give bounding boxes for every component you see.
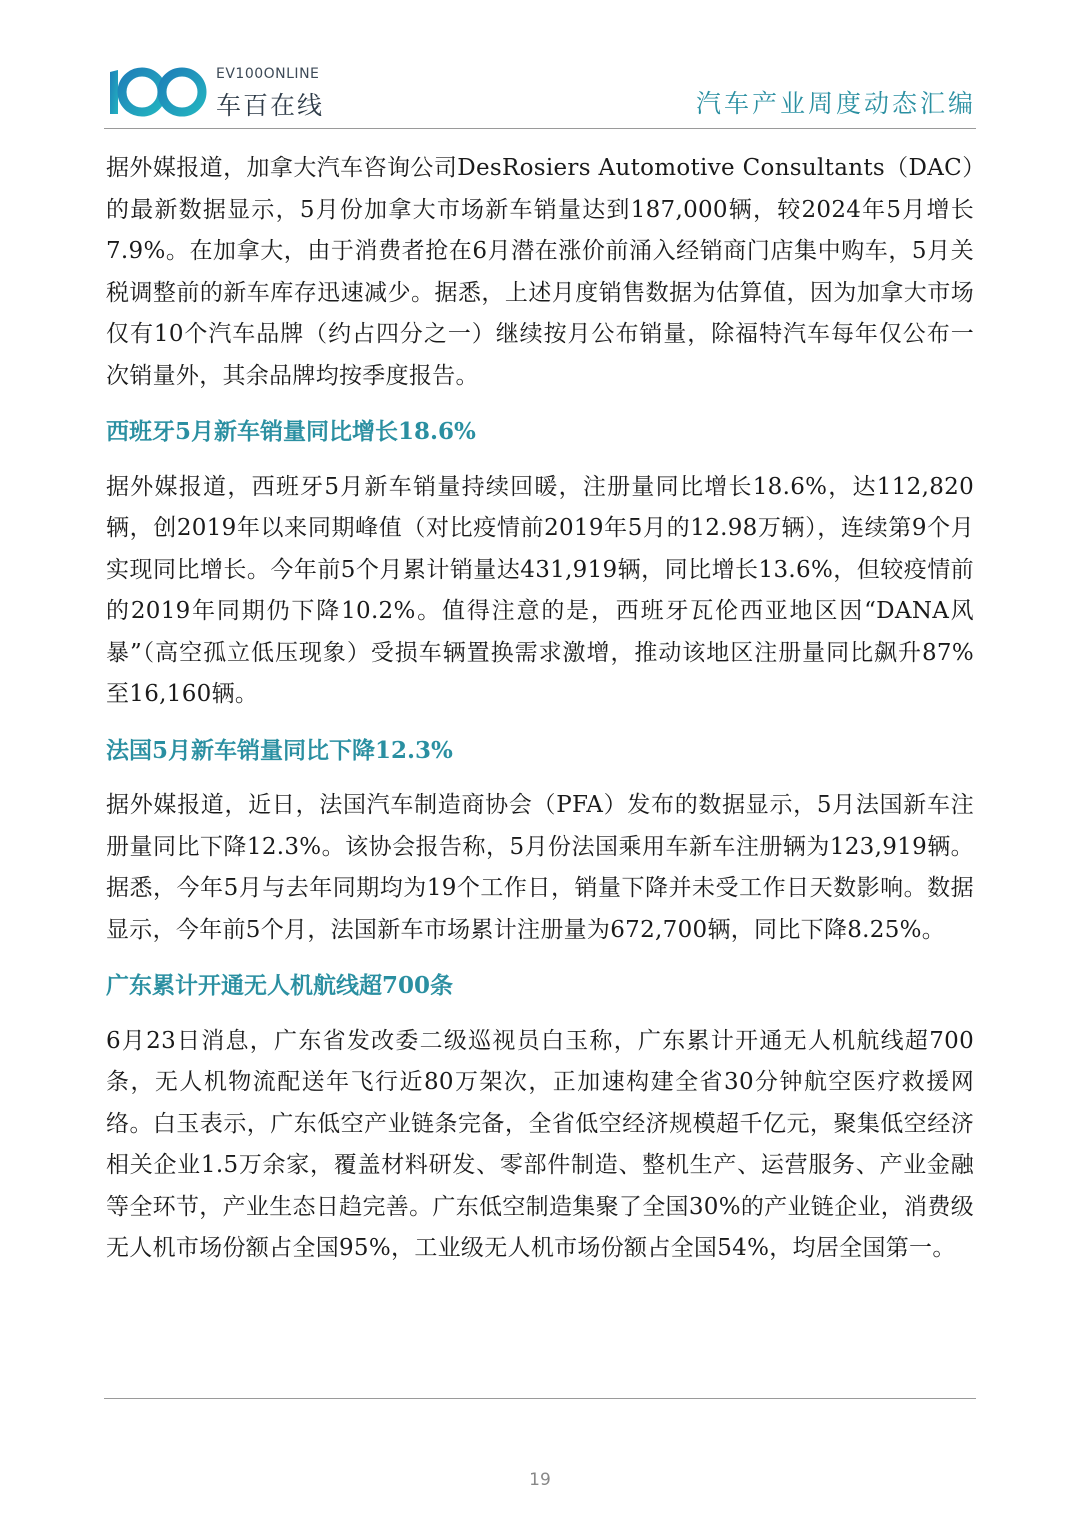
page-header [104,60,976,129]
ev100-logo-mark-icon [104,66,212,118]
section-heading-guangdong: 广东累计开通无人机航线超700条 [106,972,454,999]
page-number: 19 [529,1470,551,1490]
section-heading-france: 法国5月新车销量同比下降12.3% [106,736,453,764]
logo-chinese-text: 车百在线 [216,91,325,120]
ev100-logo [104,62,324,120]
section-body-canada: 据外媒报道，加拿大汽车咨询公司DesRosiers Automotive Consultants（DAC）的最新数据显示，5月份加拿大市场新车销量达到187,000辆，较2024年5月增长7.9%。在加拿大，由于消费者抢在6月潜在涨价前涌入经销商门店集中购车，5月关税调整前的新车库存迅速减少。据悉，上述月度销售数据为估算值，因为加拿大市场仅有10个汽车品牌（约占四分之一）继续按月公布销量，除福特汽车每年仅公布一次销量外，其余品牌均按季度报告。 [106,155,974,389]
article-content [106,148,974,1270]
section-body-spain: 据外媒报道，西班牙5月新车销量持续回暖，注册量同比增长18.6%，达112,820辆，创2019年以来同期峰值（对比疫情前2019年5月的12.98万辆），连续第9个月实现同比增长。今年前5个月累计销量达431,919辆，同比增长13.6%，但较疫情前的2019年同期仍下降10.2%。值得注意的是，西班牙瓦伦西亚地区因“DANA风暴”（高空孤立低压现象）受损车辆置换需求激增，推动该地区注册量同比飙升87%至16,160辆。 [106,473,974,707]
footer-divider [104,1398,976,1399]
section-heading-spain: 西班牙5月新车销量同比增长18.6% [106,418,476,445]
section-body-guangdong: 6月23日消息，广东省发改委二级巡视员白玉称，广东累计开通无人机航线超700条，无人机物流配送年飞行近80万架次，正加速构建全省30分钟航空医疗救援网络。白玉表示，广东低空产业链条完备，全省低空经济规模超千亿元，聚集低空经济相关企业1.5万余家，覆盖材料研发、零部件制造、整机生产、运营服务、产业金融等全环节，产业生态日趋完善。广东低空制造集聚了全国30%的产业链企业，消费级无人机市场份额占全国95%，工业级无人机市场份额占全国54%，均居全国第一。 [106,1027,974,1261]
section-body-france: 据外媒报道，近日，法国汽车制造商协会（PFA）发布的数据显示，5月法国新车注册量同比下降12.3%。该协会报告称，5月份法国乘用车新车注册辆为123,919辆。据悉，今年5月与去年同期均为19个工作日，销量下降并未受工作日天数影响。数据显示，今年前5个月，法国新车市场累计注册量为672,700辆，同比下降8.25%。 [106,792,974,943]
publication-title: 汽车产业周度动态汇编 [695,89,976,118]
logo-english-text: EV100ONLINE [216,66,320,82]
